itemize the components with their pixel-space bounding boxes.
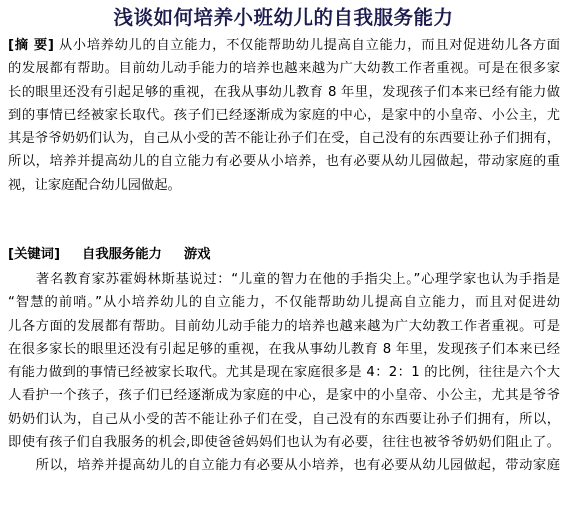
abstract-label: [摘 要] (8, 38, 54, 53)
keywords-row (8, 243, 210, 266)
abstract-line: 到的事情已经被家长取代。孩子们已经逐渐成为家庭的中心，是家中的小皇帝、小公主，尤 (8, 107, 560, 123)
keyword-item: 游戏 (183, 247, 211, 262)
body-line: 在很多家长的眼里还没有引起足够的重视，在我从事幼儿教育 8 年里，发现孩子们本来已经 (8, 341, 560, 357)
abstract-paragraph (8, 34, 560, 197)
keyword-item: 自我服务能力 (82, 247, 162, 262)
abstract-line: 所以，培养并提高幼儿的自立能力有必要从小培养，也有必要从幼儿园做起，带动家庭的重 (8, 154, 560, 170)
body-line: 所以，培养并提高幼儿的自立能力有必要从小培养，也有必要从幼儿园做起，带动家庭 (8, 458, 560, 474)
body-line: 著名教育家苏霍姆林斯基说过：“儿童的智力在他的手指尖上。”心理学家也认为手指是 (8, 272, 560, 287)
keywords-label: [关键词] (8, 247, 61, 262)
body-paragraph (8, 268, 560, 478)
abstract-line: [摘 要] 从小培养幼儿的自立能力，不仅能帮助幼儿提高自立能力，而且对促进幼儿各方面 (8, 38, 560, 53)
body-line: 奶奶们认为，自己从小受的苦不能让孙子们在受，自己没有的东西要让孙子们拥有，所以， (8, 411, 560, 427)
body-line: 儿各方面的发展都有帮助。目前幼儿动手能力的培养也越来越为广大幼教工作者重视。可是 (8, 318, 560, 334)
body-line: 有能力做到的事情已经被家长取代。尤其是现在家庭很多是 4：2：1 的比例，往往是六个大 (8, 365, 560, 381)
abstract-line: 其是爷爷奶奶们认为，自己从小受的苦不能让孙子们在受，自己没有的东西要让孙子们拥有， (8, 131, 560, 147)
body-line: “智慧的前哨。”从小培养幼儿的自立能力，不仅能帮助幼儿提高自立能力，而且对促进幼 (8, 295, 560, 311)
abstract-line: 长的眼里还没有引起足够的重视，在我从事幼儿教育 8 年里，发现孩子们本来已经有能力做 (8, 84, 560, 100)
abstract-line: 视，让家庭配合幼儿园做起。 (8, 177, 181, 193)
abstract-line: 的发展都有帮助。目前幼儿动手能力的培养也越来越为广大幼教工作者重视。可是在很多家 (8, 61, 560, 77)
document-title: 浅谈如何培养小班幼儿的自我服务能力 (113, 6, 454, 29)
body-line: 人看护一个孩子，孩子们已经逐渐成为家庭的中心，是家中的小皇帝、小公主，尤其是爷爷 (8, 388, 560, 404)
body-line: 即使有孩子们自我服务的机会,即使爸爸妈妈们也认为有必要，往往也被爷爷奶奶们阻止了。 (8, 435, 560, 451)
